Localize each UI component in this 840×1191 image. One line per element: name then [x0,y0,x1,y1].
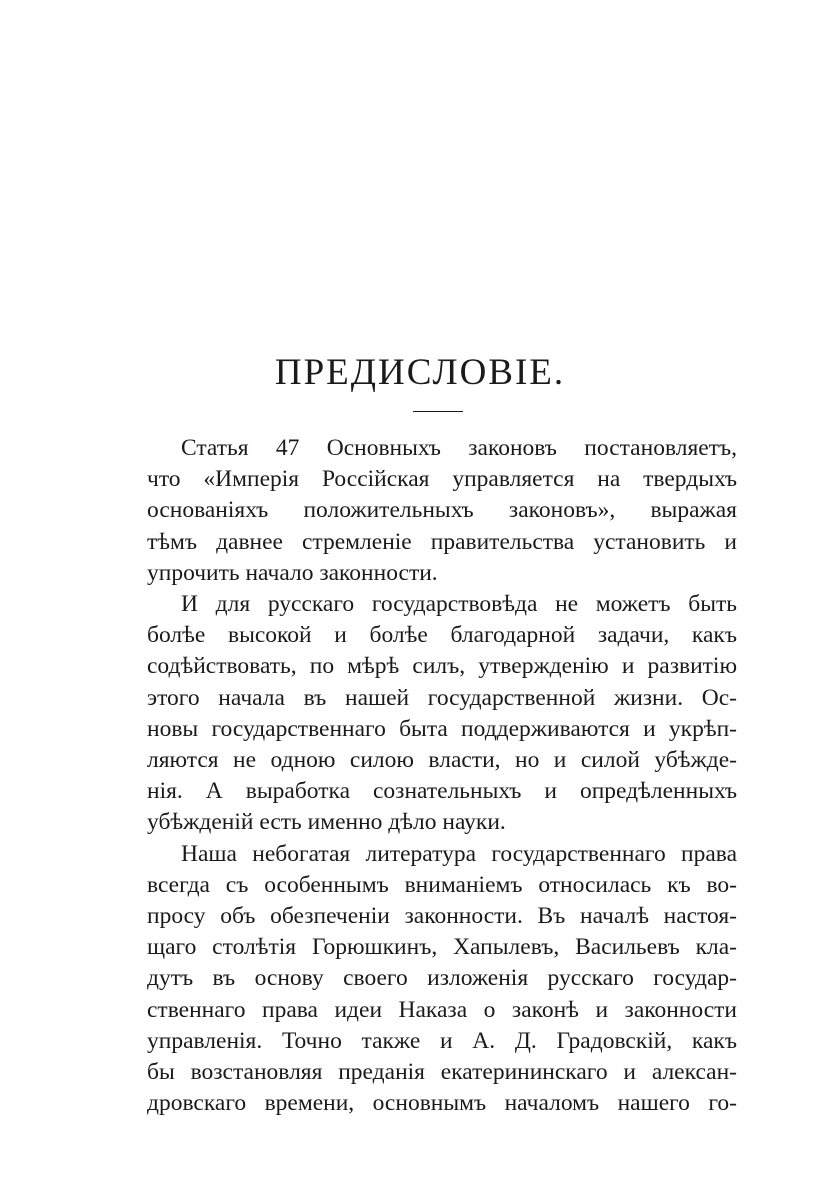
text-line: убѣжденій есть именно дѣло науки. [147,809,506,836]
text-line: просу объ обезпеченіи законности. Въ началѣ настоя- [147,903,737,930]
paragraph-3 [147,839,737,1120]
text-line: Статья 47 Основныхъ законовъ постановляетъ, [181,435,737,461]
text-line: тѣмъ давнее стремленіе правительства установить и [147,528,737,555]
text-line: ственнаго права идеи Наказа о законѣ и законности [147,996,737,1023]
text-line: этого начала въ нашей государственной жизни. Ос- [147,684,737,711]
body-text [147,433,737,1119]
text-line: щаго столѣтія Горюшкинъ, Хапылевъ, Васильевъ кла- [147,934,737,961]
text-line: содѣйствовать, по мѣрѣ силъ, утвержденію и развитію [147,653,737,680]
page-title: ПРЕДИСЛОВІЕ. [274,352,566,393]
text-line: дровскаго времени, основнымъ началомъ нашего го- [147,1090,737,1117]
text-line: Наша небогатая литература государственнаго права [181,840,737,867]
text-line: И для русскаго государствовѣда не можетъ быть [181,591,737,618]
text-line: дутъ въ основу своего изложенія русскаго государ- [147,965,737,992]
text-line: новы государственнаго быта поддерживаются и укрѣп- [147,715,737,742]
text-line: управленія. Точно также и А. Д. Градовскій, какъ [147,1027,737,1054]
title-divider [413,411,463,412]
text-line: упрочить начало законности. [147,559,438,586]
text-line: бы возстановляя преданія екатерининскаго и алексан- [147,1059,737,1086]
paragraph-1 [147,433,737,589]
text-line: всегда съ особеннымъ вниманіемъ относилась къ во- [147,871,737,898]
text-line: нія. А выработка сознательныхъ и опредѣленныхъ [147,778,737,805]
text-line: основаніяхъ положительныхъ законовъ», выражая [147,497,737,524]
text-line: ляются не одною силою власти, но и силой убѣжде- [147,747,737,774]
text-line: что «Имперія Россійская управляется на твердыхъ [147,466,737,493]
text-line: болѣе высокой и болѣе благодарной задачи, какъ [147,622,737,649]
paragraph-2 [147,589,737,839]
